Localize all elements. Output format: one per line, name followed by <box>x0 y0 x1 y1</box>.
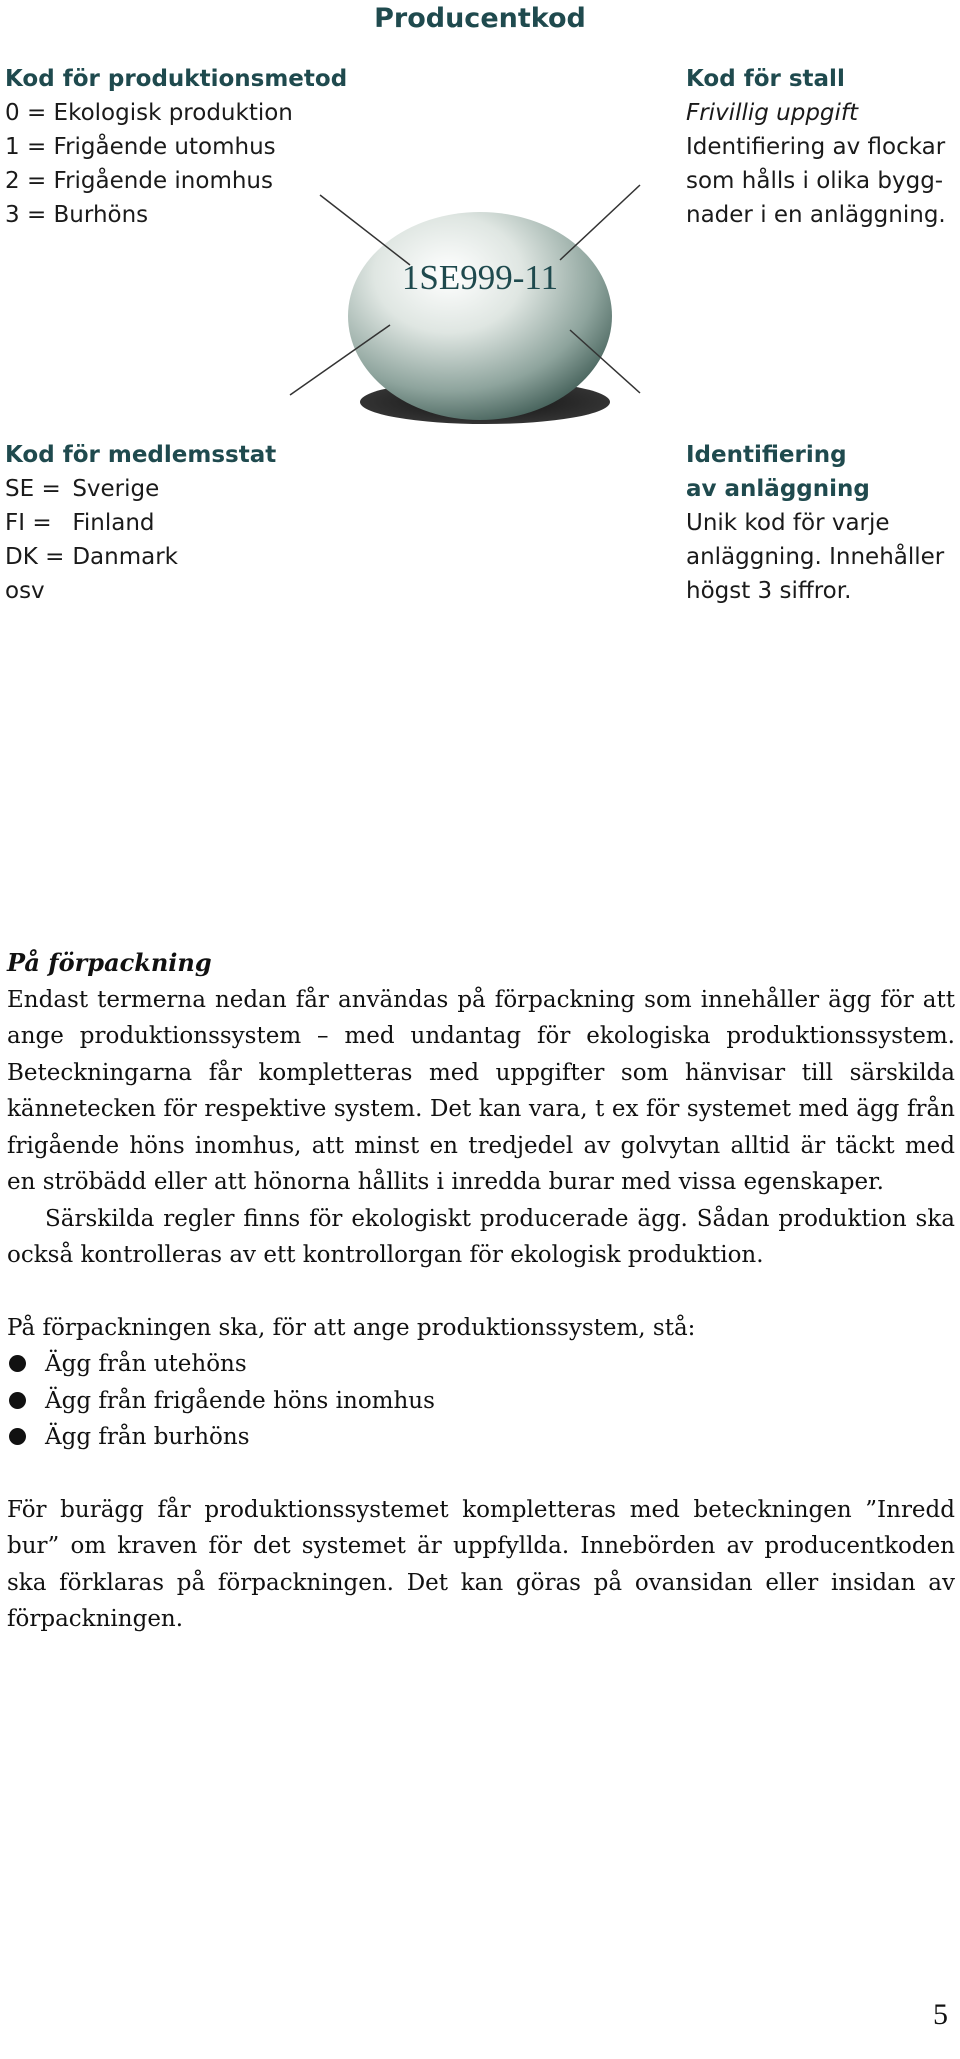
member-label: Sverige <box>72 476 160 502</box>
bullet-icon <box>9 1355 26 1372</box>
body-text <box>7 945 955 1638</box>
method-item <box>5 96 347 130</box>
method-label: Ekologisk produktion <box>53 100 293 126</box>
ident-line: anläggning. Innehåller <box>686 544 945 570</box>
stall-line: Identifiering av flockar <box>686 134 946 160</box>
ident-heading: Identifiering <box>686 442 847 468</box>
method-code: 3 = <box>5 202 47 228</box>
bullet-icon <box>9 1392 26 1409</box>
method-item <box>5 164 347 198</box>
ident-heading: av anläggning <box>686 476 870 502</box>
stall-heading: Kod för stall <box>686 66 845 92</box>
list-item <box>7 1383 955 1420</box>
ident-line: högst 3 siffror. <box>686 578 852 604</box>
member-more: osv <box>5 578 45 604</box>
member-heading: Kod för medlemsstat <box>5 442 277 468</box>
connector-line-top-right <box>560 185 640 260</box>
method-code: 1 = <box>5 134 47 160</box>
page-number: 5 <box>933 1998 948 2031</box>
stall-subheading: Frivillig uppgift <box>686 100 859 126</box>
method-code-block <box>5 62 347 232</box>
egg-code-label: 1SE999-11 <box>401 258 559 297</box>
method-label: Burhöns <box>53 202 149 228</box>
member-code: FI = <box>5 510 52 536</box>
method-item <box>5 130 347 164</box>
method-item <box>5 198 347 232</box>
member-code: DK = <box>5 544 65 570</box>
member-code: SE = <box>5 476 61 502</box>
method-heading: Kod för produktionsmetod <box>5 66 348 92</box>
member-label: Danmark <box>72 544 178 570</box>
member-item <box>5 472 276 506</box>
paragraph: Särskilda regler finns för ekologiskt producerade ägg. Sådan produktion ska också kontrolleras av ett kontrollorgan för ekologisk produktion. <box>7 1205 955 1268</box>
member-state-block <box>5 438 276 608</box>
section-heading: På förpackning <box>7 948 212 977</box>
stall-code-block <box>686 62 946 232</box>
production-system-list <box>7 1346 955 1456</box>
method-code: 0 = <box>5 100 47 126</box>
list-item <box>7 1346 955 1383</box>
paragraph: För burägg får produktionssystemet kompletteras med beteckningen ”Inredd bur” om kraven för det systemet är uppfyllda. Innebörden av producentkoden ska förklaras på förpackningen. Det kan göras på ovansidan eller insidan av förpackningen. <box>7 1496 955 1632</box>
list-intro: På förpackningen ska, för att ange produktionssystem, stå: <box>7 1314 696 1341</box>
method-code: 2 = <box>5 168 47 194</box>
member-item <box>5 540 276 574</box>
list-item-text: Ägg från burhöns <box>45 1424 250 1450</box>
list-item <box>7 1419 955 1456</box>
page-title: Producentkod <box>374 3 586 34</box>
paragraph: Endast termerna nedan får användas på förpackning som innehåller ägg för att ange produktionssystem – med undantag för ekologiska produktionssystem. Beteckningarna får kompletteras med uppgifter som hänvisar till särskilda kännetecken för respektive system. Det kan vara, t ex för systemet med ägg från frigående höns inomhus, att minst en tredjedel av golvytan alltid är täckt med en ströbädd eller att hönorna hållits i inredda burar med vissa egenskaper. <box>7 986 955 1195</box>
bullet-icon <box>9 1428 26 1445</box>
method-label: Frigående utomhus <box>53 134 276 160</box>
member-item <box>5 506 276 540</box>
member-label: Finland <box>72 510 155 536</box>
list-item-text: Ägg från frigående höns inomhus <box>45 1387 435 1414</box>
stall-line: nader i en anläggning. <box>686 202 946 228</box>
establishment-id-block <box>686 438 944 608</box>
ident-line: Unik kod för varje <box>686 510 890 536</box>
egg-shape <box>348 212 612 420</box>
stall-line: som hålls i olika bygg- <box>686 168 944 194</box>
list-item-text: Ägg från utehöns <box>45 1351 247 1377</box>
method-label: Frigående inomhus <box>53 168 273 194</box>
